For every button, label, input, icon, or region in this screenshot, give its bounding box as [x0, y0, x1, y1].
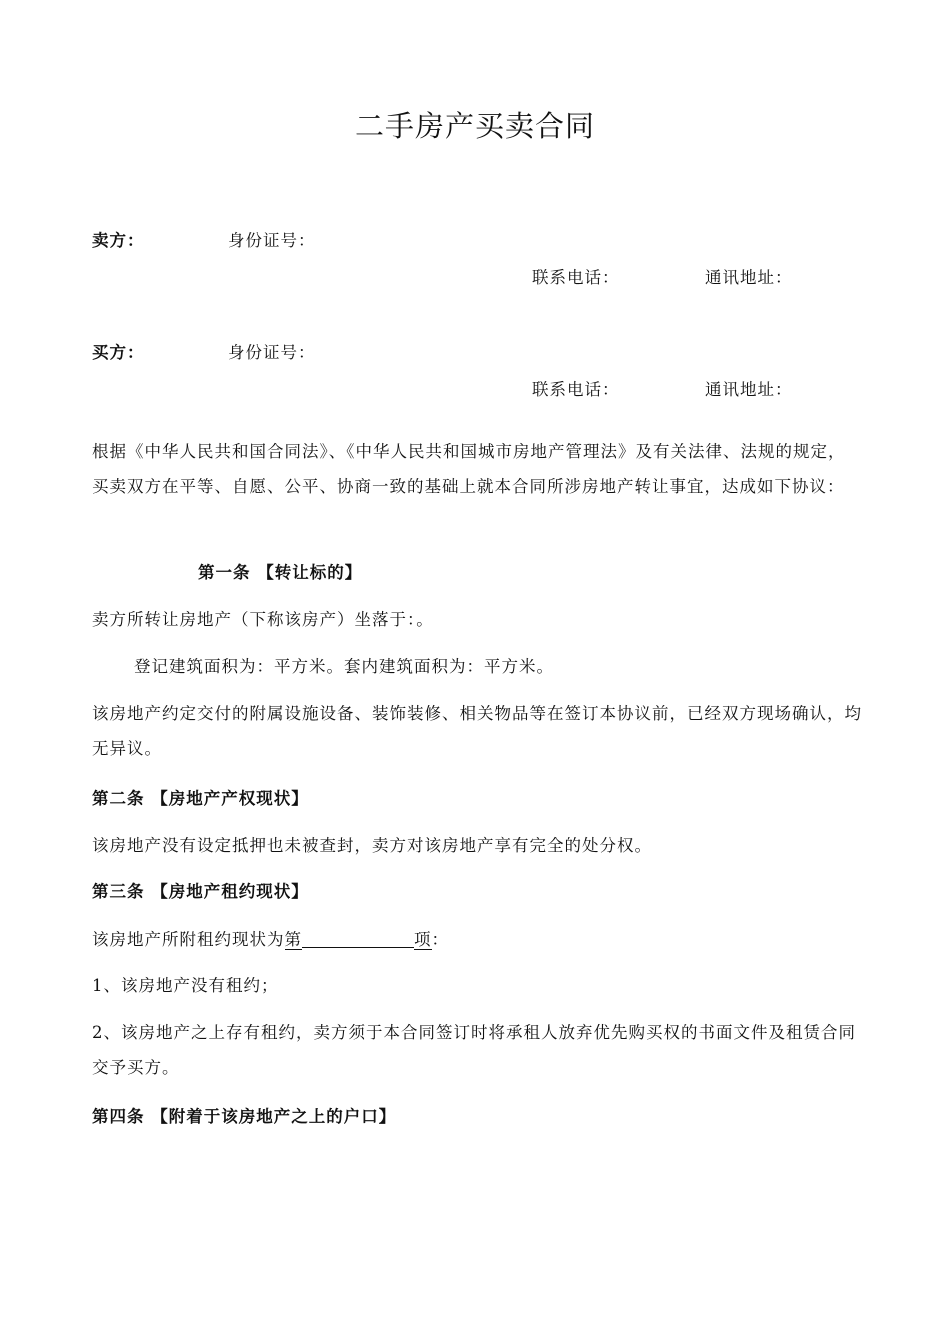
article1-location: 卖方所转让房地产（下称该房产）坐落于：。 — [92, 610, 434, 629]
document-title: 二手房产买卖合同 — [354, 109, 595, 143]
article2-text: 该房地产没有设定抵押也未被查封，卖方对该房地产享有完全的处分权。 — [92, 836, 652, 855]
article3-blank-start: 第 — [284, 930, 302, 949]
seller-id-label: 身份证号： — [228, 231, 316, 250]
buyer-label: 买方： — [92, 343, 145, 362]
article4-heading: 第四条 【附着于该房地产之上的户口】 — [92, 1107, 397, 1126]
article3-heading: 第三条 【房地产租约现状】 — [92, 882, 309, 901]
article3-intro-suffix: ： — [431, 930, 449, 949]
article1-fixtures: 该房地产约定交付的附属设施设备、装饰装修、相关物品等在签订本协议前，已经双方现场确认，均无异议。 — [92, 704, 862, 758]
buyer-id-label: 身份证号： — [228, 343, 316, 362]
article3-item2: 2、该房地产之上存有租约，卖方须于本合同签订时将承租人放弃优先购买权的书面文件及租赁合同交予买方。 — [92, 1023, 856, 1077]
seller-address-label: 通讯地址： — [705, 268, 793, 287]
buyer-address-label: 通讯地址： — [705, 380, 793, 399]
seller-phone-label: 联系电话： — [532, 268, 620, 287]
preamble-paragraph: 根据《中华人民共和国合同法》、《中华人民共和国城市房地产管理法》及有关法律、法规的规定，买卖双方在平等、自愿、公平、协商一致的基础上就本合同所涉房地产转让事宜，达成如下协议： — [92, 442, 846, 496]
seller-label: 卖方： — [92, 231, 145, 250]
article3-blank-end: 项 — [414, 930, 432, 949]
article1-area: 登记建筑面积为：平方米。套内建筑面积为：平方米。 — [134, 657, 554, 676]
article1-heading: 第一条 【转让标的】 — [198, 563, 363, 582]
article3-item1: 1、该房地产没有租约； — [92, 976, 279, 995]
article3-intro-prefix: 该房地产所附租约现状为 — [92, 930, 285, 949]
article3-intro — [92, 929, 449, 950]
article3-blank-field — [302, 929, 414, 948]
buyer-phone-label: 联系电话： — [532, 380, 620, 399]
article2-heading: 第二条 【房地产产权现状】 — [92, 789, 309, 808]
